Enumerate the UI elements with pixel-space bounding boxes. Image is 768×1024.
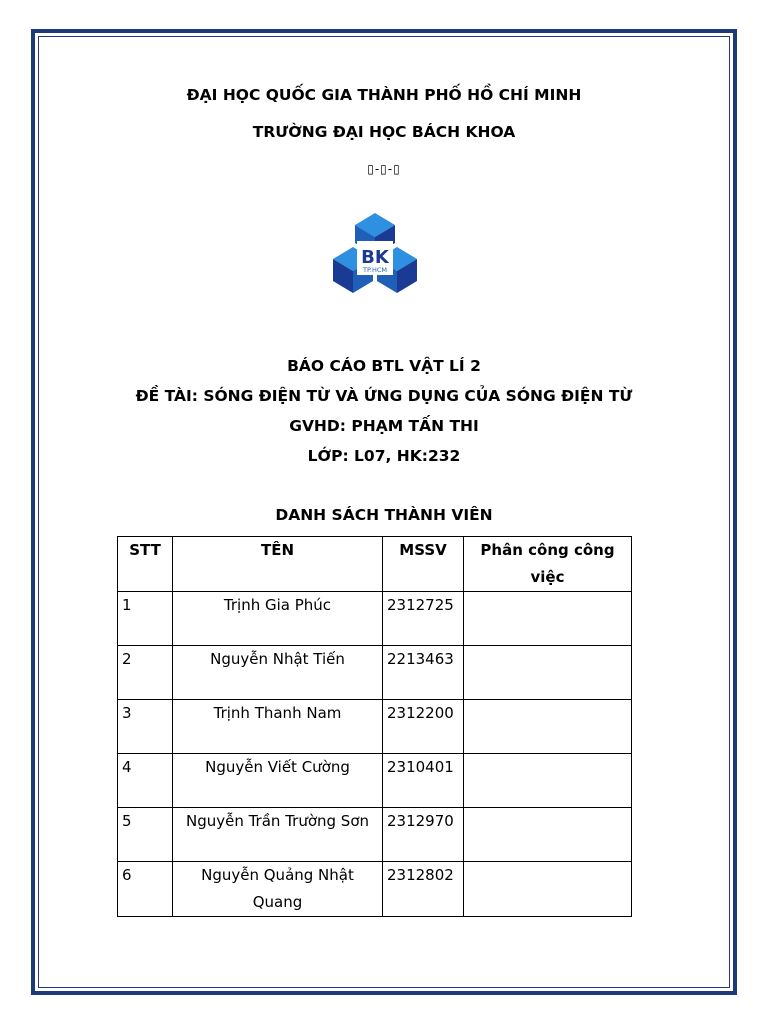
cell-task [464,646,632,700]
report-title: BÁO CÁO BTL VẬT LÍ 2 [287,357,481,375]
cell-stt: 1 [118,592,173,646]
table-header-row [118,537,632,592]
cell-stt: 4 [118,754,173,808]
table-row [118,808,632,862]
cell-task [464,700,632,754]
cell-mssv: 2213463 [383,646,464,700]
table-row [118,862,632,917]
cell-name: Trịnh Thanh Nam [173,700,383,754]
column-header-task: Phân công công việc [464,537,632,592]
logo-text-main: BK [361,247,389,268]
bk-university-logo-icon [331,211,419,295]
cell-task [464,808,632,862]
table-row [118,646,632,700]
members-heading: DANH SÁCH THÀNH VIÊN [275,506,493,524]
cell-name: Nguyễn Quảng Nhật Quang [173,862,383,917]
cell-mssv: 2312200 [383,700,464,754]
ornament-divider: ▯-▯-▯ [367,162,401,176]
table-row [118,754,632,808]
cell-mssv: 2312725 [383,592,464,646]
report-topic: ĐỀ TÀI: SÓNG ĐIỆN TỪ VÀ ỨNG DỤNG CỦA SÓNG ĐIỆN TỪ [135,387,633,405]
cell-mssv: 2312970 [383,808,464,862]
cell-stt: 5 [118,808,173,862]
report-advisor: GVHD: PHẠM TẤN THI [289,417,479,435]
table-row [118,700,632,754]
report-class: LỚP: L07, HK:232 [307,447,461,465]
cell-stt: 3 [118,700,173,754]
cell-name: Nguyễn Viết Cường [173,754,383,808]
school-name: TRƯỜNG ĐẠI HỌC BÁCH KHOA [252,123,516,141]
cell-name: Nguyễn Nhật Tiến [173,646,383,700]
column-header-mssv: MSSV [383,537,464,592]
university-name: ĐẠI HỌC QUỐC GIA THÀNH PHỐ HỒ CHÍ MINH [186,86,582,104]
cell-mssv: 2310401 [383,754,464,808]
cell-name: Nguyễn Trần Trường Sơn [173,808,383,862]
cell-stt: 6 [118,862,173,917]
cell-task [464,592,632,646]
cell-task [464,754,632,808]
table-row [118,592,632,646]
column-header-name: TÊN [173,537,383,592]
column-header-stt: STT [118,537,173,592]
logo-text-sub: TP.HCM [363,266,387,274]
cell-stt: 2 [118,646,173,700]
members-table [117,536,632,917]
cell-mssv: 2312802 [383,862,464,917]
cell-name: Trịnh Gia Phúc [173,592,383,646]
cell-task [464,862,632,917]
